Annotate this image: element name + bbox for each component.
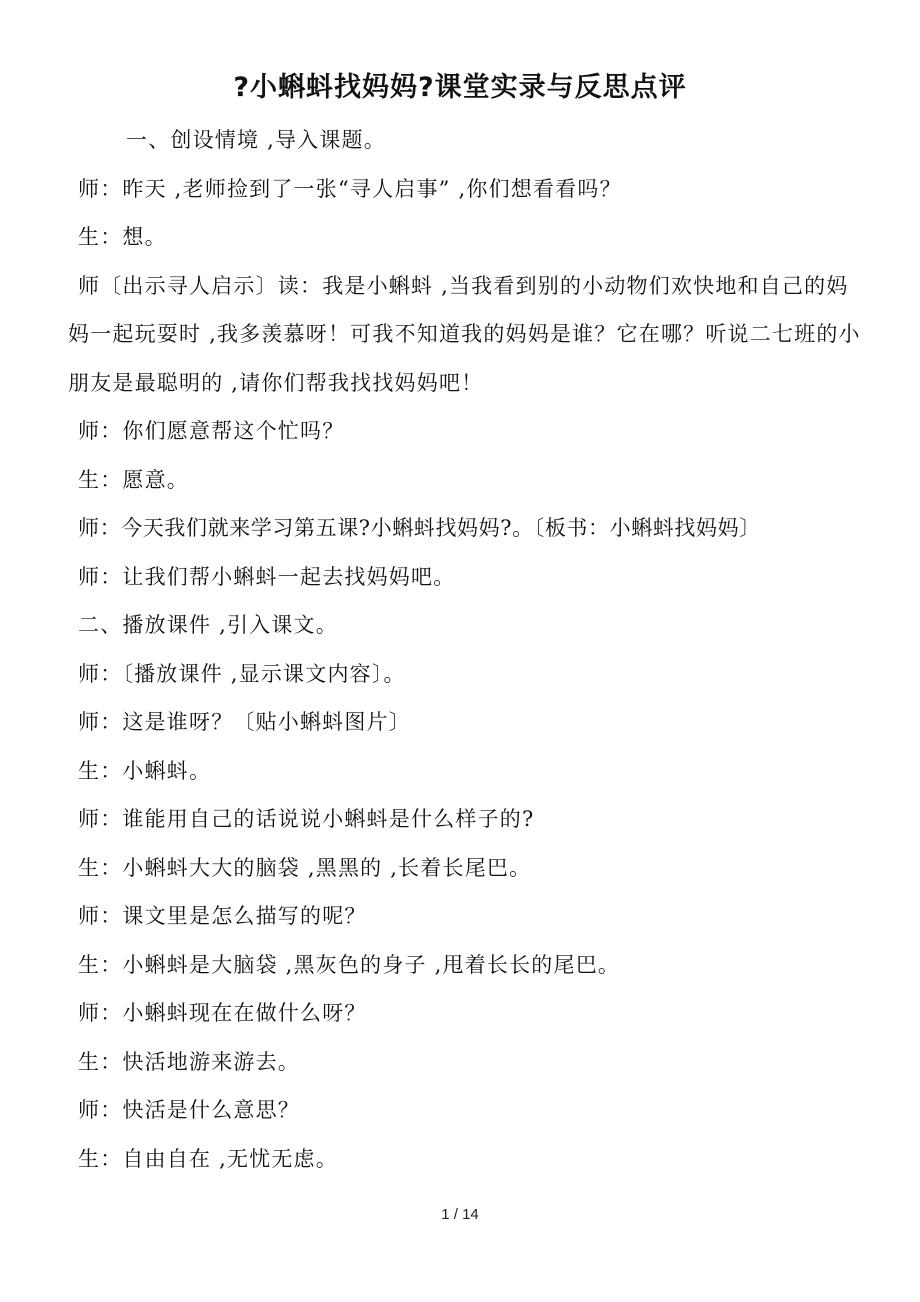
- dialogue-line: 师：课文里是怎么描写的呢？: [78, 904, 367, 928]
- dialogue-line: 师：让我们帮小蝌蚪一起去找妈妈吧。: [78, 564, 456, 589]
- dialogue-line: 生：快活地游来游去。: [78, 1049, 300, 1074]
- page-number: 1 / 14: [441, 1206, 479, 1223]
- dialogue-line: 师：你们愿意帮这个忙吗？: [78, 419, 345, 443]
- dialogue-line: 师：快活是什么意思？: [78, 1098, 300, 1122]
- dialogue-line: 生：想。: [78, 225, 167, 249]
- dialogue-line: 师：这是谁呀？〔贴小蝌蚪图片〕: [78, 710, 411, 734]
- section-heading-1: 一、创设情境 ,导入课题。: [126, 128, 386, 152]
- dialogue-line: 师：〔播放课件 ,显示课文内容〕。: [78, 661, 406, 686]
- dialogue-line: 师：小蝌蚪现在在做什么呀？: [78, 1001, 367, 1025]
- section-heading-2: 二、播放课件 ,引入课文。: [78, 613, 338, 637]
- document-body: [68, 116, 868, 1183]
- dialogue-line: 生：小蝌蚪是大脑袋 ,黑灰色的身子 ,甩着长长的尾巴。: [78, 952, 621, 977]
- dialogue-line: 师：今天我们就来学习第五课?小蝌蚪找妈妈?。〔板书：小蝌蚪找妈妈〕: [78, 516, 761, 540]
- dialogue-paragraph: 师〔出示寻人启示〕读：我是小蝌蚪 ,当我看到别的小动物们欢快地和自己的妈妈一起玩耍时 ,我多羡慕呀！可我不知道我的妈妈是谁？它在哪？听说二七班的小朋友是最聪明的 ,请你们帮我找找妈妈吧！: [68, 273, 861, 395]
- dialogue-line: 生：愿意。: [78, 467, 189, 492]
- dialogue-line: 生：小蝌蚪大大的脑袋 ,黑黑的 ,长着长尾巴。: [78, 855, 532, 880]
- dialogue-line: 生：自由自在 ,无忧无虑。: [78, 1146, 338, 1171]
- dialogue-line: 生：小蝌蚪。: [78, 758, 212, 783]
- dialogue-line: 师：谁能用自己的话说说小蝌蚪是什么样子的?: [78, 807, 535, 831]
- dialogue-line: 师：昨天 ,老师捡到了一张“寻人启事” ,你们想看看吗？: [78, 176, 622, 201]
- document-title: ?小蝌蚪找妈妈?课堂实录与反思点评: [233, 72, 687, 103]
